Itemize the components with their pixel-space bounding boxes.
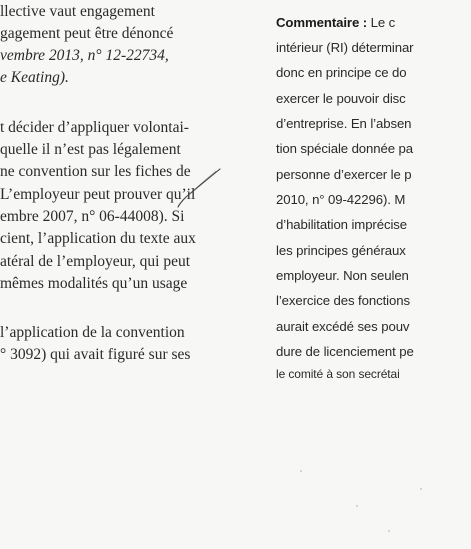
left-line-14: ° 3092) qui avait figuré sur ses bbox=[0, 346, 191, 363]
commentary-line-7: 2010, n° 09-42296). M bbox=[276, 192, 406, 207]
left-line-5: t décider d’appliquer volontai- bbox=[0, 119, 189, 136]
commentary-line-10: employeur. Non seulen bbox=[276, 268, 409, 283]
commentary-line-13: dure de licenciement pe bbox=[276, 344, 414, 359]
commentary-label: Commentaire : bbox=[276, 15, 368, 30]
left-line-12: mêmes modalités qu’un usage bbox=[0, 275, 188, 292]
commentary-line-6: personne d’exercer le p bbox=[276, 167, 412, 182]
commentary-line-14: le comité à son secrétai bbox=[276, 367, 400, 381]
commentary-first-line bbox=[276, 12, 395, 34]
commentary-line-3: exercer le pouvoir disc bbox=[276, 91, 406, 106]
left-line-2: gagement peut être dénoncé bbox=[0, 25, 174, 42]
left-line-9: embre 2007, n° 06-44008). Si bbox=[0, 208, 185, 225]
commentary-line-4: d’entreprise. En l’absen bbox=[276, 116, 412, 131]
left-line-11: atéral de l’employeur, qui peut bbox=[0, 253, 191, 270]
left-line-4: e Keating). bbox=[0, 69, 69, 86]
left-line-8: L’employeur peut prouver qu’il bbox=[0, 186, 196, 203]
commentary-line-9: les principes généraux bbox=[276, 243, 406, 258]
commentary-line-2: donc en principe ce do bbox=[276, 65, 407, 80]
left-line-3: vembre 2013, n° 12-22734, bbox=[0, 47, 169, 64]
commentary-line-12: aurait excédé ses pouv bbox=[276, 319, 410, 334]
commentary-line-1: intérieur (RI) déterminar bbox=[276, 40, 414, 55]
commentary-line-11: l’exercice des fonctions bbox=[276, 293, 410, 308]
left-line-6: quelle il n’est pas légalement bbox=[0, 141, 181, 158]
left-line-13: l’application de la convention bbox=[0, 324, 185, 341]
left-line-10: cient, l’application du texte aux bbox=[0, 230, 196, 247]
commentary-first-line-text: Le c bbox=[367, 15, 396, 30]
left-line-1: llective vaut engagement bbox=[0, 3, 155, 20]
commentary-line-5: tion spéciale donnée pa bbox=[276, 141, 414, 156]
commentary-line-8: d’habilitation imprécise bbox=[276, 217, 408, 232]
left-line-7: ne convention sur les fiches de bbox=[0, 163, 191, 180]
